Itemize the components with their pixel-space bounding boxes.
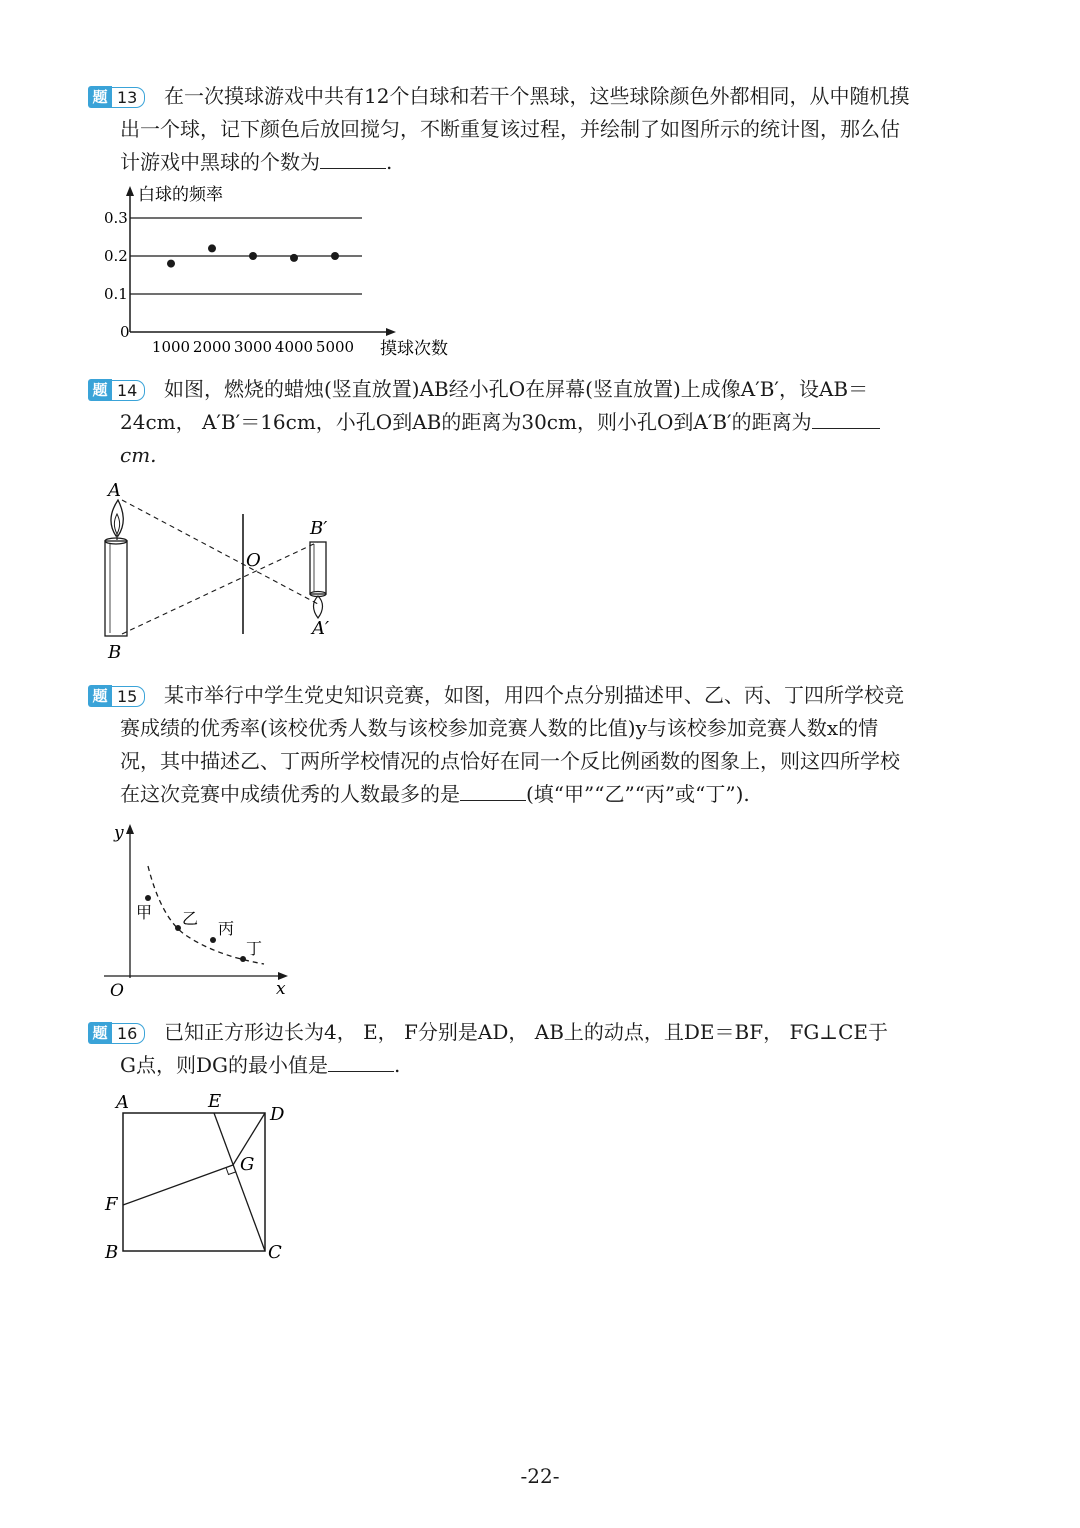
data-point	[249, 252, 257, 260]
image-flame-icon	[314, 596, 323, 618]
page-number: -22-	[520, 1464, 560, 1488]
question-line: 已知正方形边长为4， E， F分别是AD， AB上的动点，且DE＝BF， FG⊥CE于	[164, 1020, 889, 1044]
label-ding: 丁	[246, 939, 263, 958]
data-point	[167, 260, 175, 268]
y-axis-arrow	[126, 186, 134, 196]
chart-gridlines	[130, 218, 362, 294]
label-O: O	[110, 981, 124, 1001]
y-tick-label: 0.1	[104, 285, 128, 303]
point-bing	[210, 937, 216, 943]
label-jia: 甲	[136, 903, 153, 922]
label-F: F	[105, 1194, 118, 1215]
question-text: 24cm， A′B′＝16cm，小孔O到AB的距离为30cm，则小孔O到A′B′的距离为	[120, 410, 812, 434]
label-B: B	[105, 1242, 119, 1263]
question-line: 况，其中描述乙、丁两所学校情况的点恰好在同一个反比例函数的图象上，则这四所学校	[120, 749, 900, 773]
question-line: 出一个球，记下颜色后放回搅匀，不断重复该过程，并绘制了如图所示的统计图，那么估	[120, 117, 900, 141]
data-point	[290, 254, 298, 262]
question-line	[88, 1049, 988, 1082]
label-B: B	[108, 642, 122, 663]
x-tick-label: 5000	[315, 338, 355, 356]
flame-inner-icon	[114, 514, 119, 534]
square-ABCD	[123, 1113, 265, 1251]
inverse-function-figure	[100, 818, 300, 1002]
x-axis-label: 摸球次数	[380, 339, 448, 359]
problem-number: 15	[112, 686, 145, 707]
problem-13	[88, 80, 988, 179]
origin-label: 0	[120, 323, 130, 341]
y-tick-label: 0.3	[104, 209, 128, 227]
end-mark: .	[394, 1053, 401, 1077]
problem-number: 14	[112, 380, 145, 401]
label-E: E	[208, 1091, 222, 1112]
badge-ti: 题	[88, 685, 112, 707]
label-yi: 乙	[182, 909, 199, 928]
question-line: 某市举行中学生党史知识竞赛，如图，用四个点分别描述甲、乙、丙、丁四所学校竞	[164, 683, 904, 707]
question-line	[88, 406, 988, 439]
y-axis-label: 白球的频率	[138, 185, 223, 205]
badge-ti: 题	[88, 379, 112, 401]
question-text: 在这次竞赛中成绩优秀的人数最多的是	[120, 782, 460, 806]
label-A-prime: A′	[312, 618, 330, 639]
segment-FG	[123, 1165, 233, 1205]
x-tick-label: 1000	[151, 338, 191, 356]
label-B-prime: B′	[310, 518, 328, 539]
y-tick-label: 0.2	[104, 247, 128, 265]
answer-blank[interactable]	[460, 782, 526, 801]
square-figure	[100, 1088, 300, 1266]
answer-blank[interactable]	[320, 150, 386, 169]
question-line: 在一次摸球游戏中共有12个白球和若干个黑球，这些球除颜色外都相同，从中随机摸	[164, 84, 910, 108]
label-A: A	[116, 1092, 129, 1113]
label-x: x	[276, 979, 286, 999]
question-line: cm.	[120, 443, 157, 467]
badge-ti: 题	[88, 1022, 112, 1044]
label-O: O	[246, 550, 261, 571]
question-line: 如图，燃烧的蜡烛(竖直放置)AB经小孔O在屏幕(竖直放置)上成像A′B′，设AB＝	[164, 377, 869, 401]
x-axis-arrow	[386, 328, 396, 336]
x-tick-label: 3000	[233, 338, 273, 356]
question-text: G点，则DG的最小值是	[120, 1053, 328, 1077]
pinhole-figure	[96, 478, 356, 664]
answer-blank[interactable]	[812, 410, 880, 429]
point-jia	[145, 895, 151, 901]
x-tick-label: 4000	[274, 338, 314, 356]
data-point	[331, 252, 339, 260]
label-D: D	[270, 1104, 285, 1125]
x-tick-label: 2000	[192, 338, 232, 356]
end-mark: .	[386, 150, 393, 174]
problem-number: 13	[112, 87, 145, 108]
problem-15	[88, 679, 988, 811]
data-point	[208, 244, 216, 252]
segment-EC	[214, 1113, 265, 1251]
label-G: G	[240, 1154, 255, 1175]
badge-ti: 题	[88, 86, 112, 108]
question-line: 赛成绩的优秀率(该校优秀人数与该校参加竞赛人数的比值)y与该校参加竞赛人数x的情	[120, 716, 879, 740]
y-axis-arrow	[126, 824, 134, 834]
frequency-chart	[90, 182, 470, 362]
problem-number: 16	[112, 1023, 145, 1044]
question-line	[88, 778, 988, 811]
image-candle-body	[310, 542, 326, 594]
candle-body	[105, 541, 127, 636]
label-y: y	[114, 823, 124, 843]
label-C: C	[268, 1242, 282, 1263]
ray-lower	[122, 542, 318, 634]
label-A: A	[108, 480, 121, 501]
end-mark: (填“甲”“乙”“丙”或“丁”).	[526, 782, 750, 806]
point-yi	[175, 925, 181, 931]
problem-14	[88, 373, 988, 472]
question-line	[88, 146, 988, 179]
label-bing: 丙	[218, 919, 235, 938]
answer-blank[interactable]	[328, 1053, 394, 1072]
problem-16	[88, 1016, 988, 1082]
question-text: 计游戏中黑球的个数为	[120, 150, 320, 174]
flame-icon	[111, 500, 123, 536]
